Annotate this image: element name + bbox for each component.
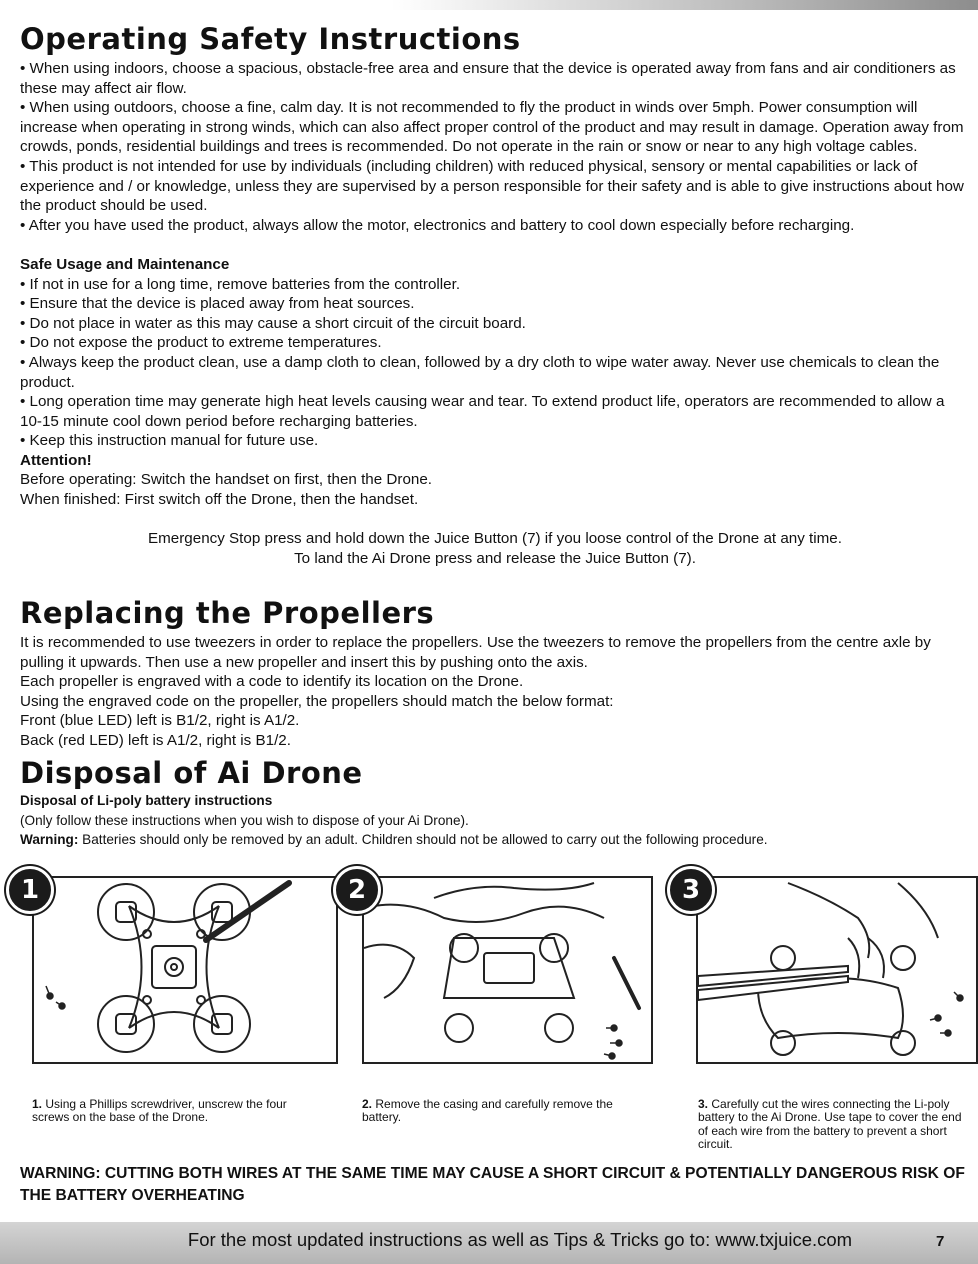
footer-website-text: For the most updated instructions as well as Tips & Tricks go to: www.txjuice.com: [187, 1229, 853, 1250]
emergency-line: Emergency Stop press and hold down the Juice Button (7) if you loose control of the Drone at any time.: [148, 530, 842, 548]
step-2-badge: 2: [333, 866, 381, 914]
propeller-line: Back (red LED) left is A1/2, right is B1/2.: [20, 731, 291, 749]
propeller-line: Each propeller is engraved with a code to identify its location on the Drone.: [20, 673, 524, 691]
disposal-note: (Only follow these instructions when you wish to dispose of your Ai Drone).: [20, 812, 469, 828]
wire-cutting-warning: WARNING: CUTTING BOTH WIRES AT THE SAME TIME MAY CAUSE A SHORT CIRCUIT & POTENTIALLY DANGEROUS RISK OF THE BATTERY OVERHEATING: [20, 1165, 965, 1204]
attention-heading: Attention!: [20, 451, 92, 469]
step-3-number: 3.: [698, 1097, 709, 1111]
step-2-number: 2.: [362, 1097, 373, 1111]
maintenance-bullet: • If not in use for a long time, remove batteries from the controller.: [20, 275, 461, 293]
drone-casing-removal-illustration: [364, 878, 651, 1062]
operating-safety-section: [20, 59, 970, 568]
propeller-line: It is recommended to use tweezers in order to replace the propellers. Use the tweezers to remove the propellers from the centre axle by pulling it upwards. Then use a new propeller and insert this by pushing onto the axis.: [20, 634, 931, 671]
maintenance-bullet: • Do not expose the product to extreme temperatures.: [20, 334, 382, 352]
operating-safety-title: Operating Safety Instructions: [20, 22, 521, 56]
disposal-warning-label: Warning:: [20, 832, 79, 848]
step-1-text: Using a Phillips screwdriver, unscrew the four screws on the base of the Drone.: [32, 1097, 287, 1125]
attention-line: When finished: First switch off the Drone, then the handset.: [20, 491, 419, 509]
maintenance-bullet: • Ensure that the device is placed away from heat sources.: [20, 295, 415, 313]
step-3-caption: [698, 1098, 970, 1152]
step-2-caption: [362, 1098, 624, 1125]
maintenance-bullet: • Always keep the product clean, use a damp cloth to clean, followed by a dry cloth to wipe water away. Never use chemicals to clean the product.: [20, 353, 940, 391]
disposal-subheading: Disposal of Li-poly battery instructions: [20, 793, 273, 808]
emergency-line: To land the Ai Drone press and release the Juice Button (7).: [294, 549, 696, 567]
safety-bullet: • When using indoors, choose a spacious, obstacle-free area and ensure that the device is operated away from fans and air conditioners as these may affect air flow.: [20, 60, 956, 97]
step-1-caption: [32, 1098, 302, 1125]
step-2-illustration: [362, 876, 653, 1064]
disposal-title: Disposal of Ai Drone: [20, 756, 363, 790]
safety-bullet: • When using outdoors, choose a fine, calm day. It is not recommended to fly the product in winds over 5mph. Power consumption will increase when operating in strong winds, which can also affect proper control of the product and may result in damage. Operation away from crowds, ponds, residential buildings and trees is recommended. Do not operate in the rain or snow or near to any high voltage cables.: [20, 99, 964, 156]
step-2-text: Remove the casing and carefully remove the battery.: [362, 1097, 613, 1125]
page-number: 7: [936, 1233, 945, 1250]
safety-bullet: • This product is not intended for use by individuals (including children) with reduced physical, sensory or mental capabilities or lack of experience and / or knowledge, unless they are supervised by a person responsible for their safety and is able to give instructions about how the product should be used.: [20, 157, 964, 215]
step-1-badge: 1: [6, 866, 54, 914]
step-1-number: 1.: [32, 1097, 43, 1111]
drone-underside-illustration: [34, 878, 336, 1062]
step-3-text: Carefully cut the wires connecting the Li-poly battery to the Ai Drone. Use tape to cover the end of each wire from the battery to prevent a short circuit.: [698, 1097, 962, 1152]
disposal-intro: [20, 791, 970, 850]
safe-usage-heading: Safe Usage and Maintenance: [20, 255, 230, 273]
replacing-propellers-title: Replacing the Propellers: [20, 596, 435, 630]
propeller-line: Using the engraved code on the propeller, the propellers should match the below format:: [20, 692, 614, 710]
maintenance-bullet: • Keep this instruction manual for future use.: [20, 432, 319, 450]
replacing-propellers-section: [20, 633, 972, 751]
top-decorative-bar: [0, 0, 978, 10]
step-3-illustration: [696, 876, 978, 1064]
disposal-warning-text: Batteries should only be removed by an adult. Children should not be allowed to carry out the following procedure.: [78, 832, 768, 848]
safety-bullet: • After you have used the product, always allow the motor, electronics and battery to cool down especially before recharging.: [20, 216, 855, 234]
maintenance-bullet: • Do not place in water as this may cause a short circuit of the circuit board.: [20, 314, 526, 332]
step-1-illustration: [32, 876, 338, 1064]
propeller-line: Front (blue LED) left is B1/2, right is A1/2.: [20, 712, 300, 730]
footer-bar: [0, 1222, 978, 1264]
maintenance-bullet: • Long operation time may generate high heat levels causing wear and tear. To extend product life, operators are recommended to allow a 10-15 minute cool down period before recharging batteries.: [20, 393, 945, 430]
battery-wire-cutting-illustration: [698, 878, 976, 1062]
disposal-warning: [20, 830, 970, 850]
step-3-badge: 3: [667, 866, 715, 914]
attention-line: Before operating: Switch the handset on first, then the Drone.: [20, 471, 432, 489]
